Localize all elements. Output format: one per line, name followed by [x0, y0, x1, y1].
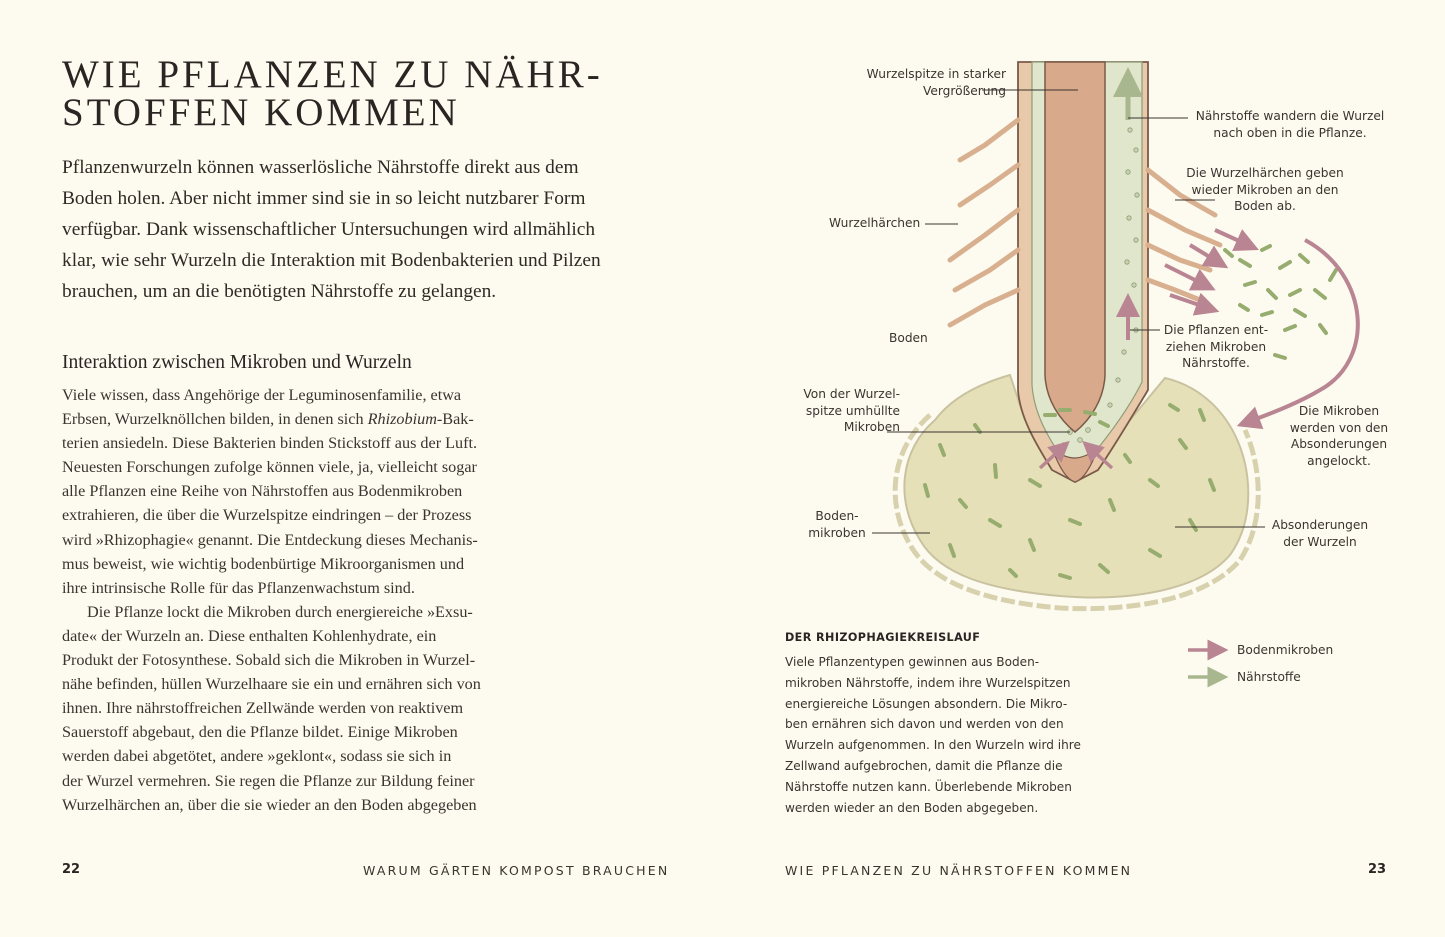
- body-line: Viele wissen, dass Angehörige der Leguminosenfamilie, etwa: [62, 386, 462, 404]
- intro-line: brauchen, um an die benötigten Nährstoffe zu gelangen.: [62, 281, 497, 302]
- label-nutrients-up: [1192, 108, 1388, 141]
- body-line: wird »Rhizophagie« genannt. Die Entdeckung dieses Mechanis-: [62, 530, 478, 549]
- label-line: mikroben: [808, 525, 866, 540]
- label-line: Boden-: [815, 509, 859, 523]
- caption-line: energiereiche Lösungen absondern. Die Mikro-: [785, 696, 1068, 711]
- label-line: Absonderungen: [1271, 518, 1369, 532]
- caption-line: Nährstoffe nutzen kann. Überlebende Mikroben: [785, 779, 1072, 794]
- body-line: terien ansiedeln. Diese Bakterien binden Stickstoff aus der Luft.: [62, 434, 478, 453]
- label-line: Die Mikroben: [1298, 404, 1380, 418]
- label-root-tip: [850, 66, 1006, 99]
- body-line: nähe befinden, hüllen Wurzelhaare sie ein und ernähren sich von: [62, 675, 481, 694]
- body-line: werden dabei abgetötet, andere »geklont«, sodass sie sich in: [62, 747, 452, 766]
- label-soil-microbes: [800, 508, 874, 541]
- label-line: Vergrößerung: [923, 83, 1006, 98]
- label-line: Von der Wurzel-: [803, 387, 900, 401]
- label-line: spitze umhüllte: [805, 403, 900, 418]
- label-line: Mikroben: [843, 420, 900, 434]
- label-line: der Wurzeln: [1283, 534, 1357, 549]
- body-line-end: -Bak-: [436, 410, 474, 429]
- label-line: nach oben in die Pflanze.: [1213, 125, 1367, 140]
- legend-label-nutrients: Nährstoffe: [1237, 670, 1301, 684]
- caption-line: Viele Pflanzentypen gewinnen aus Boden-: [785, 655, 1040, 669]
- root-hairs-left: [950, 120, 1018, 325]
- italic-term: Rhizobium: [367, 410, 437, 429]
- label-line: werden von den: [1289, 420, 1389, 435]
- body-line: mus beweist, wie wichtig bodenbürtige Mikroorganismen und: [62, 554, 465, 573]
- label-line: Nährstoffe.: [1182, 356, 1250, 370]
- label-line: Boden ab.: [1234, 199, 1296, 213]
- body-line: der Wurzel vermehren. Sie regen die Pflanze zur Bildung feiner: [62, 771, 475, 790]
- caption-line: mikroben Nährstoffe, indem ihre Wurzelspitzen: [785, 675, 1071, 690]
- label-exudates: [1268, 517, 1372, 550]
- label-plants-extract: [1160, 322, 1272, 372]
- body-line-start: Erbsen, Wurzelknöllchen bilden, in denen sich: [62, 410, 368, 429]
- body-line: Sauerstoff abgebaut, den die Pflanze bildet. Einige Mikroben: [62, 723, 458, 742]
- caption-text: [785, 652, 1081, 818]
- label-hairs-release: [1180, 165, 1350, 215]
- label-line: wieder Mikroben an den: [1191, 182, 1339, 197]
- body-line: Wurzelhärchen an, über die sie wieder an den Boden abgegeben: [62, 795, 477, 814]
- body-line: date« der Wurzeln an. Diese enthalten Kohlenhydrate, ein: [62, 626, 437, 645]
- label-line: ziehen Mikroben: [1165, 339, 1267, 354]
- page-number-right: 23: [1368, 862, 1387, 877]
- label-soil: Boden: [889, 331, 928, 345]
- intro-line: Boden holen. Aber nicht immer sind sie in so leicht nutzbarer Form: [62, 188, 586, 209]
- label-line: angelockt.: [1307, 453, 1371, 468]
- intro-line: Pflanzenwurzeln können wasserlösliche Nährstoffe direkt aus dem: [62, 157, 579, 178]
- page-number-left: 22: [62, 862, 81, 877]
- label-line: Die Wurzelhärchen geben: [1186, 166, 1344, 180]
- intro-line: verfügbar. Dank wissenschaftlicher Untersuchungen wird allmählich: [62, 219, 596, 240]
- label-line: Nährstoffe wandern die Wurzel: [1195, 109, 1385, 123]
- title-line-2: STOFFEN KOMMEN: [62, 91, 460, 134]
- caption-line: werden wieder an den Boden abgegeben.: [785, 800, 1039, 815]
- section-heading: Interaktion zwischen Mikroben und Wurzeln: [62, 352, 412, 373]
- body-line: Die Pflanze lockt die Mikroben durch energiereiche »Exsu-: [87, 602, 473, 621]
- body-line: ihre intrinsische Rolle für das Pflanzenwachstum sind.: [62, 578, 415, 597]
- label-enveloped-microbes: [790, 386, 900, 436]
- body-line: extrahieren, die über die Wurzelspitze eindringen – der Prozess: [62, 506, 472, 525]
- body-line: alle Pflanzen eine Reihe von Nährstoffen aus Bodenmikroben: [62, 482, 463, 501]
- label-attracted: [1285, 403, 1393, 469]
- caption-line: Wurzeln aufgenommen. In den Wurzeln wird ihre: [785, 738, 1081, 753]
- label-line: Die Pflanzen ent-: [1163, 323, 1269, 337]
- caption-line: ben ernähren sich davon und werden von den: [785, 717, 1064, 732]
- legend-label-microbes: Bodenmikroben: [1237, 643, 1334, 657]
- title-line-1: WIE PFLANZEN ZU NÄHR-: [62, 53, 603, 96]
- body-line: ihnen. Ihre nährstoffreichen Zellwände werden von reaktivem: [62, 699, 464, 718]
- body-line: Neuesten Forschungen zufolge können viele, ja, vielleicht sogar: [62, 458, 477, 477]
- label-root-hairs: Wurzelhärchen: [829, 216, 921, 230]
- running-head-left: WARUM GÄRTEN KOMPOST BRAUCHEN: [363, 863, 670, 878]
- root-core: [1045, 62, 1105, 432]
- body-line: Produkt der Fotosynthese. Sobald sich die Mikroben in Wurzel-: [62, 651, 476, 670]
- label-line: Absonderungen: [1290, 437, 1388, 451]
- caption-line: Zellwand aufgebrochen, damit die Pflanze die: [785, 758, 1063, 773]
- intro-line: klar, wie sehr Wurzeln die Interaktion mit Bodenbakterien und Pilzen: [62, 250, 601, 271]
- running-head-right: WIE PFLANZEN ZU NÄHRSTOFFEN KOMMEN: [785, 863, 1133, 878]
- caption-heading: DER RHIZOPHAGIEKREISLAUF: [785, 631, 981, 644]
- label-line: Wurzelspitze in starker: [866, 67, 1006, 81]
